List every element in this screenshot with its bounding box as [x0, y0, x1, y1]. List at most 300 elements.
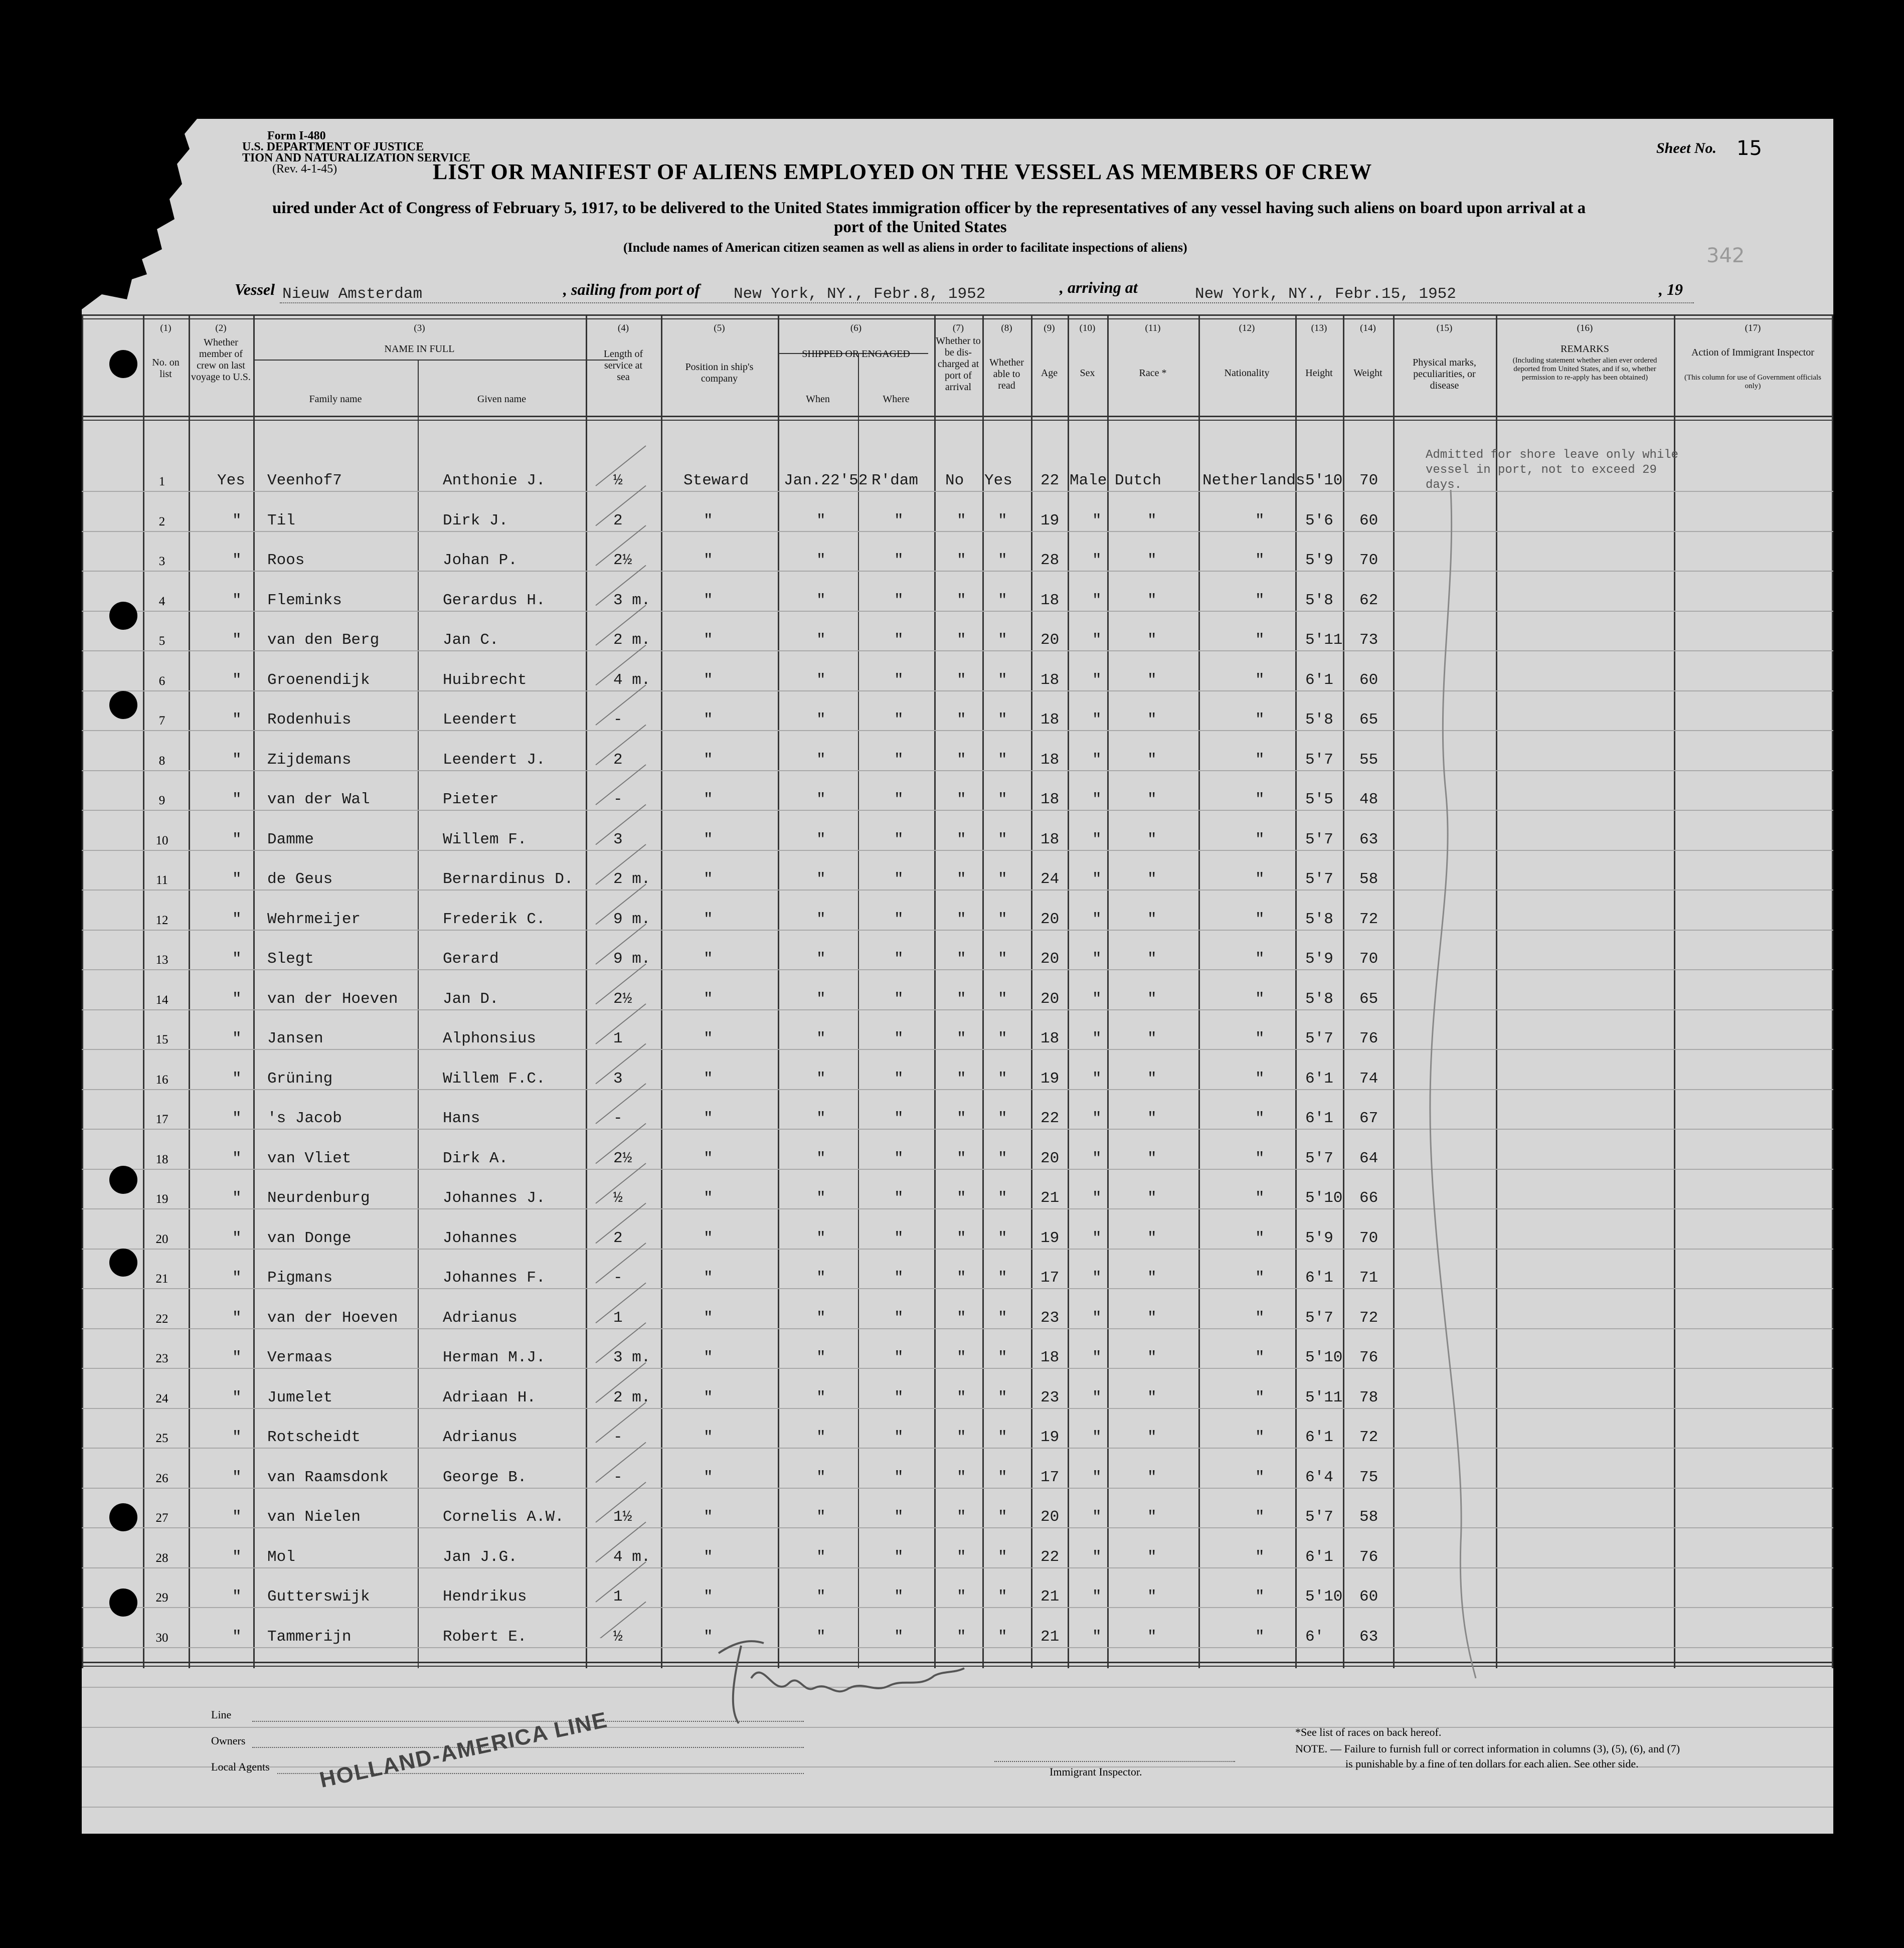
- sex-cell: ": [1092, 990, 1102, 1008]
- row-number-cell: 28: [155, 1551, 168, 1565]
- age-cell: 20: [1041, 990, 1060, 1008]
- service-cell: 2: [613, 1229, 623, 1247]
- read-cell: ": [998, 1189, 1007, 1207]
- crew-cell: ": [232, 671, 242, 689]
- row-number-cell: 29: [155, 1591, 168, 1605]
- crew-cell: ": [232, 1189, 242, 1207]
- discharge-cell: ": [957, 631, 966, 649]
- race-cell: ": [1147, 1349, 1157, 1366]
- race-cell: ": [1147, 1588, 1157, 1606]
- row-number-cell: 9: [158, 794, 165, 807]
- form-subtitle-3: (Include names of American citizen seamen as well as aliens in order to facilitate inspections of aliens): [623, 240, 1187, 255]
- ruled-line: [82, 571, 1833, 572]
- sex-cell: ": [1092, 1309, 1102, 1327]
- ruled-line: [82, 1488, 1833, 1489]
- given-name-cell: Pieter: [443, 791, 499, 808]
- service-cell: 2½: [613, 990, 632, 1008]
- race-cell: ": [1147, 631, 1157, 649]
- when-cell: ": [816, 511, 826, 529]
- height-cell: 6'1: [1305, 1548, 1333, 1566]
- age-cell: 23: [1041, 1309, 1060, 1327]
- height-cell: 6'1: [1305, 671, 1333, 689]
- position-cell: ": [704, 511, 713, 529]
- corner-mark: 342: [1706, 244, 1745, 267]
- read-cell: ": [998, 751, 1007, 769]
- age-cell: 20: [1041, 950, 1060, 968]
- when-cell: ": [816, 1349, 826, 1366]
- check-mark: [596, 924, 646, 964]
- where-cell: ": [894, 511, 904, 529]
- check-mark: [596, 1084, 646, 1124]
- given-name-cell: Willem F.C.: [443, 1070, 546, 1088]
- when-cell: Jan.22'52: [784, 472, 868, 489]
- when-cell: ": [816, 1070, 826, 1088]
- where-cell: ": [894, 870, 904, 888]
- sex-cell: ": [1092, 1548, 1102, 1566]
- service-cell: 2 m.: [613, 870, 651, 888]
- height-cell: 5'10: [1305, 1349, 1343, 1366]
- race-cell: ": [1147, 950, 1157, 968]
- when-cell: ": [816, 1030, 826, 1047]
- ruled-line: [82, 1807, 1833, 1808]
- when-header: When: [806, 394, 830, 405]
- age-cell: 24: [1041, 870, 1060, 888]
- when-cell: ": [816, 870, 826, 888]
- where-cell: ": [894, 1149, 904, 1167]
- row-number-cell: 6: [158, 674, 165, 688]
- race-cell: ": [1147, 830, 1157, 848]
- sex-cell: ": [1092, 1588, 1102, 1606]
- family-name-cell: van der Wal: [267, 791, 370, 808]
- crew-cell: ": [232, 1070, 242, 1088]
- where-cell: ": [894, 1229, 904, 1247]
- height-cell: 6'1: [1305, 1070, 1333, 1088]
- when-cell: ": [816, 990, 826, 1008]
- sex-cell: ": [1092, 671, 1102, 689]
- sheet-label: Sheet No.: [1656, 140, 1716, 156]
- where-cell: ": [894, 1628, 904, 1646]
- check-mark: [596, 1283, 646, 1323]
- col14-header: Weight: [1353, 368, 1382, 379]
- service-cell: 2: [613, 751, 623, 769]
- ruled-line: [82, 1328, 1833, 1329]
- family-name-cell: van den Berg: [267, 631, 380, 649]
- crew-cell: ": [232, 1149, 242, 1167]
- height-cell: 6'1: [1305, 1269, 1333, 1287]
- torn-corner: [82, 119, 232, 319]
- height-cell: 5'11: [1305, 631, 1343, 649]
- where-cell: ": [894, 1429, 904, 1446]
- height-cell: 5'7: [1305, 1030, 1333, 1047]
- when-cell: ": [816, 711, 826, 729]
- form-revision: (Rev. 4-1-45): [272, 162, 337, 175]
- sex-cell: ": [1092, 1070, 1102, 1088]
- height-cell: 5'7: [1305, 870, 1333, 888]
- weight-cell: 48: [1359, 791, 1378, 808]
- position-cell: ": [704, 1229, 713, 1247]
- discharge-cell: ": [957, 1189, 966, 1207]
- weight-cell: 60: [1359, 671, 1378, 689]
- row-number-cell: 27: [155, 1511, 168, 1525]
- family-name-cell: Gutterswijk: [267, 1588, 370, 1606]
- read-cell: ": [998, 990, 1007, 1008]
- when-cell: ": [816, 671, 826, 689]
- read-cell: ": [998, 671, 1007, 689]
- race-cell: ": [1147, 1149, 1157, 1167]
- service-cell: 1: [613, 1588, 623, 1606]
- position-cell: ": [704, 552, 713, 569]
- sex-cell: ": [1092, 1349, 1102, 1366]
- where-cell: ": [894, 1269, 904, 1287]
- where-cell: ": [894, 830, 904, 848]
- weight-cell: 76: [1359, 1548, 1378, 1566]
- row-number-cell: 30: [155, 1631, 168, 1645]
- given-name-cell: Jan C.: [443, 631, 499, 649]
- where-cell: R'dam: [872, 472, 919, 489]
- read-cell: ": [998, 1508, 1007, 1526]
- position-cell: ": [704, 1349, 713, 1366]
- check-mark: [596, 645, 646, 685]
- where-cell: ": [894, 1189, 904, 1207]
- where-cell: ": [894, 1508, 904, 1526]
- check-mark: [596, 844, 646, 884]
- col7-number: (7): [952, 323, 964, 333]
- family-name-cell: Damme: [267, 830, 314, 848]
- given-name-cell: Johannes J.: [443, 1189, 546, 1207]
- sex-cell: ": [1092, 631, 1102, 649]
- nationality-cell: ": [1255, 1388, 1265, 1406]
- nationality-cell: ": [1255, 1468, 1265, 1486]
- read-cell: ": [998, 1349, 1007, 1366]
- discharge-cell: ": [957, 552, 966, 569]
- check-mark: [596, 765, 646, 805]
- nationality-cell: ": [1255, 791, 1265, 808]
- family-name-cell: Jumelet: [267, 1388, 333, 1406]
- crew-cell: ": [232, 511, 242, 529]
- read-cell: ": [998, 1070, 1007, 1088]
- discharge-cell: ": [957, 1070, 966, 1088]
- discharge-cell: ": [957, 511, 966, 529]
- row-number-cell: 2: [158, 514, 165, 528]
- position-cell: ": [704, 1149, 713, 1167]
- punch-hole: [109, 1588, 137, 1617]
- age-cell: 18: [1041, 751, 1060, 769]
- position-cell: ": [704, 791, 713, 808]
- check-mark: [596, 1443, 646, 1483]
- service-cell: 1½: [613, 1508, 632, 1526]
- discharge-cell: ": [957, 671, 966, 689]
- discharge-cell: ": [957, 1269, 966, 1287]
- vessel-label: Vessel: [235, 280, 275, 298]
- row-number-cell: 5: [158, 634, 165, 648]
- service-cell: -: [613, 1110, 623, 1127]
- ruled-line: [82, 1129, 1833, 1130]
- agent-stamp: HOLLAND-AMERICA LINE: [317, 1707, 610, 1793]
- sailing-port: New York, NY., Febr.8, 1952: [734, 285, 986, 303]
- crew-cell: ": [232, 1508, 242, 1526]
- row-number-cell: 15: [155, 1033, 168, 1046]
- ruled-line: [82, 1567, 1833, 1568]
- given-name-cell: Anthonie J.: [443, 472, 546, 489]
- discharge-cell: ": [957, 1149, 966, 1167]
- row-number-cell: 10: [155, 833, 168, 847]
- position-cell: ": [704, 1110, 713, 1127]
- form-number: Form I-480: [267, 129, 326, 142]
- col14-number: (14): [1360, 323, 1376, 333]
- weight-cell: 71: [1359, 1269, 1378, 1287]
- ruled-line: [82, 810, 1833, 811]
- where-cell: ": [894, 910, 904, 928]
- given-name-cell: Alphonsius: [443, 1030, 537, 1047]
- read-cell: ": [998, 511, 1007, 529]
- race-cell: ": [1147, 990, 1157, 1008]
- family-name-header: Family name: [309, 394, 362, 405]
- given-name-cell: Herman M.J.: [443, 1349, 546, 1366]
- family-name-cell: van der Hoeven: [267, 1309, 398, 1327]
- crew-cell: ": [232, 950, 242, 968]
- weight-cell: 76: [1359, 1030, 1378, 1047]
- check-mark: [596, 685, 646, 725]
- arriving-label: , arriving at: [1060, 278, 1138, 296]
- age-cell: 22: [1041, 1548, 1060, 1566]
- read-cell: ": [998, 950, 1007, 968]
- given-name-cell: Johan P.: [443, 552, 517, 569]
- weight-cell: 72: [1359, 1429, 1378, 1446]
- position-cell: ": [704, 1588, 713, 1606]
- height-cell: 5'7: [1305, 830, 1333, 848]
- given-name-cell: Willem F.: [443, 830, 527, 848]
- col4-header: Length of service at sea: [603, 348, 643, 383]
- position-cell: ": [704, 1548, 713, 1566]
- nationality-cell: ": [1255, 1429, 1265, 1446]
- check-mark: [596, 1482, 646, 1522]
- age-cell: 20: [1041, 1508, 1060, 1526]
- read-cell: ": [998, 791, 1007, 808]
- immigrant-inspector-label: Immigrant Inspector.: [1050, 1765, 1142, 1778]
- sex-cell: ": [1092, 1508, 1102, 1526]
- family-name-cell: Slegt: [267, 950, 314, 968]
- check-mark: [596, 1363, 646, 1403]
- ruled-line: [82, 1089, 1833, 1090]
- nationality-cell: ": [1255, 1309, 1265, 1327]
- height-cell: 6': [1305, 1628, 1324, 1646]
- where-cell: ": [894, 1468, 904, 1486]
- when-cell: ": [816, 751, 826, 769]
- read-cell: ": [998, 591, 1007, 609]
- family-name-cell: 's Jacob: [267, 1110, 342, 1127]
- service-cell: 2 m.: [613, 1388, 651, 1406]
- nationality-cell: Netherlands: [1202, 472, 1305, 489]
- ruled-line: [82, 969, 1833, 970]
- row-number-cell: 7: [158, 714, 165, 728]
- ruled-line: [82, 1208, 1833, 1209]
- race-cell: ": [1147, 711, 1157, 729]
- check-mark: [596, 1402, 646, 1443]
- ruled-line: [82, 1368, 1833, 1369]
- nationality-cell: ": [1255, 990, 1265, 1008]
- crew-cell: ": [232, 631, 242, 649]
- read-cell: ": [998, 1309, 1007, 1327]
- nationality-cell: ": [1255, 1070, 1265, 1088]
- given-name-cell: Dirk J.: [443, 511, 508, 529]
- height-cell: 5'6: [1305, 511, 1333, 529]
- read-cell: ": [998, 1149, 1007, 1167]
- nationality-cell: ": [1255, 631, 1265, 649]
- punch-hole: [109, 1249, 137, 1277]
- ditto-pencil-line: [1406, 490, 1486, 1683]
- row-number-cell: 17: [155, 1113, 168, 1126]
- crew-cell: ": [232, 870, 242, 888]
- where-cell: ": [894, 1588, 904, 1606]
- nationality-cell: ": [1255, 591, 1265, 609]
- discharge-cell: ": [957, 1548, 966, 1566]
- position-cell: ": [704, 990, 713, 1008]
- when-cell: ": [816, 1468, 826, 1486]
- read-cell: ": [998, 711, 1007, 729]
- where-cell: ": [894, 990, 904, 1008]
- service-cell: ½: [613, 1628, 623, 1646]
- row-number-cell: 14: [155, 993, 168, 1007]
- weight-cell: 66: [1359, 1189, 1378, 1207]
- where-cell: ": [894, 631, 904, 649]
- sex-cell: ": [1092, 1229, 1102, 1247]
- service-cell: -: [613, 711, 623, 729]
- col3-number: (3): [414, 323, 425, 333]
- crew-cell: ": [232, 1388, 242, 1406]
- col8-header: Whether able to read: [989, 357, 1024, 391]
- age-cell: 23: [1041, 1388, 1060, 1406]
- check-mark: [596, 1243, 646, 1283]
- discharge-cell: ": [957, 1110, 966, 1127]
- age-cell: 22: [1041, 1110, 1060, 1127]
- check-mark: [596, 605, 646, 645]
- discharge-cell: ": [957, 870, 966, 888]
- service-check-marks: [586, 405, 661, 1638]
- height-cell: 5'8: [1305, 591, 1333, 609]
- nationality-cell: ": [1255, 1229, 1265, 1247]
- ruled-line: [82, 930, 1833, 931]
- service-cell: -: [613, 1468, 623, 1486]
- col2-header: Whether member of crew on last voyage to U.S.: [191, 337, 251, 383]
- nationality-cell: ": [1255, 1628, 1265, 1646]
- crew-cell: ": [232, 1269, 242, 1287]
- family-name-cell: Grüning: [267, 1070, 333, 1088]
- race-cell: ": [1147, 552, 1157, 569]
- sailing-label: , sailing from port of: [563, 280, 700, 298]
- family-name-cell: Veenhof7: [267, 472, 342, 489]
- vessel-name: Nieuw Amsterdam: [282, 285, 423, 303]
- age-cell: 21: [1041, 1189, 1060, 1207]
- when-cell: ": [816, 1588, 826, 1606]
- ruled-line: [82, 1527, 1833, 1528]
- crew-cell: ": [232, 1309, 242, 1327]
- age-cell: 18: [1041, 671, 1060, 689]
- position-cell: ": [704, 711, 713, 729]
- nationality-cell: ": [1255, 1030, 1265, 1047]
- race-cell: ": [1147, 1548, 1157, 1566]
- given-name-cell: Hans: [443, 1110, 480, 1127]
- nationality-cell: ": [1255, 950, 1265, 968]
- nationality-cell: ": [1255, 1269, 1265, 1287]
- col9-header: Age: [1041, 368, 1058, 379]
- row-number-cell: 24: [155, 1391, 168, 1405]
- given-name-cell: Frederik C.: [443, 910, 546, 928]
- weight-cell: 75: [1359, 1468, 1378, 1486]
- given-name-cell: Dirk A.: [443, 1149, 508, 1167]
- age-cell: 22: [1041, 472, 1060, 489]
- race-cell: ": [1147, 1468, 1157, 1486]
- ruled-line: [82, 531, 1833, 532]
- check-mark: [596, 805, 646, 845]
- nationality-cell: ": [1255, 751, 1265, 769]
- nationality-cell: ": [1255, 830, 1265, 848]
- ruled-line: [82, 1249, 1833, 1250]
- given-name-cell: Bernardinus D.: [443, 870, 574, 888]
- position-cell: ": [704, 1269, 713, 1287]
- position-cell: ": [704, 1189, 713, 1207]
- nationality-cell: ": [1255, 1349, 1265, 1366]
- form-title: LIST OR MANIFEST OF ALIENS EMPLOYED ON THE VESSEL AS MEMBERS OF CREW: [433, 159, 1372, 184]
- sex-cell: ": [1092, 1628, 1102, 1646]
- crew-cell: ": [232, 552, 242, 569]
- ruled-line: [82, 690, 1833, 691]
- service-cell: 2: [613, 511, 623, 529]
- col5-header: Position in ship's company: [685, 362, 754, 384]
- family-name-cell: Mol: [267, 1548, 295, 1566]
- check-mark: [596, 1163, 646, 1203]
- where-cell: ": [894, 1548, 904, 1566]
- race-cell: ": [1147, 1269, 1157, 1287]
- given-name-cell: Huibrecht: [443, 671, 527, 689]
- family-name-cell: van Nielen: [267, 1508, 361, 1526]
- race-cell: ": [1147, 1030, 1157, 1047]
- weight-cell: 63: [1359, 830, 1378, 848]
- service-cell: -: [613, 791, 623, 808]
- nationality-cell: ": [1255, 511, 1265, 529]
- service-cell: 9 m.: [613, 950, 651, 968]
- note-label: NOTE.: [1295, 1742, 1328, 1755]
- position-cell: ": [704, 1628, 713, 1646]
- when-cell: ": [816, 1429, 826, 1446]
- col12-header: Nationality: [1224, 368, 1270, 379]
- family-name-cell: van Donge: [267, 1229, 352, 1247]
- where-cell: ": [894, 552, 904, 569]
- crew-cell: ": [232, 1468, 242, 1486]
- age-cell: 19: [1041, 511, 1060, 529]
- race-cell: ": [1147, 870, 1157, 888]
- nationality-cell: ": [1255, 671, 1265, 689]
- given-name-cell: Johannes: [443, 1229, 517, 1247]
- crew-cell: ": [232, 751, 242, 769]
- race-cell: ": [1147, 1070, 1157, 1088]
- weight-cell: 70: [1359, 950, 1378, 968]
- given-name-cell: Gerardus H.: [443, 591, 546, 609]
- nationality-cell: ": [1255, 711, 1265, 729]
- height-cell: 5'9: [1305, 552, 1333, 569]
- check-mark: [596, 1602, 646, 1639]
- position-cell: ": [704, 1309, 713, 1327]
- crew-cell: ": [232, 910, 242, 928]
- weight-cell: 58: [1359, 1508, 1378, 1526]
- where-cell: ": [894, 1388, 904, 1406]
- height-cell: 5'8: [1305, 711, 1333, 729]
- height-cell: 5'11: [1305, 1388, 1343, 1406]
- col10-number: (10): [1079, 323, 1096, 333]
- punch-hole: [109, 1503, 137, 1531]
- check-mark: [596, 446, 646, 486]
- nationality-cell: ": [1255, 1588, 1265, 1606]
- ruled-line: [82, 1169, 1833, 1170]
